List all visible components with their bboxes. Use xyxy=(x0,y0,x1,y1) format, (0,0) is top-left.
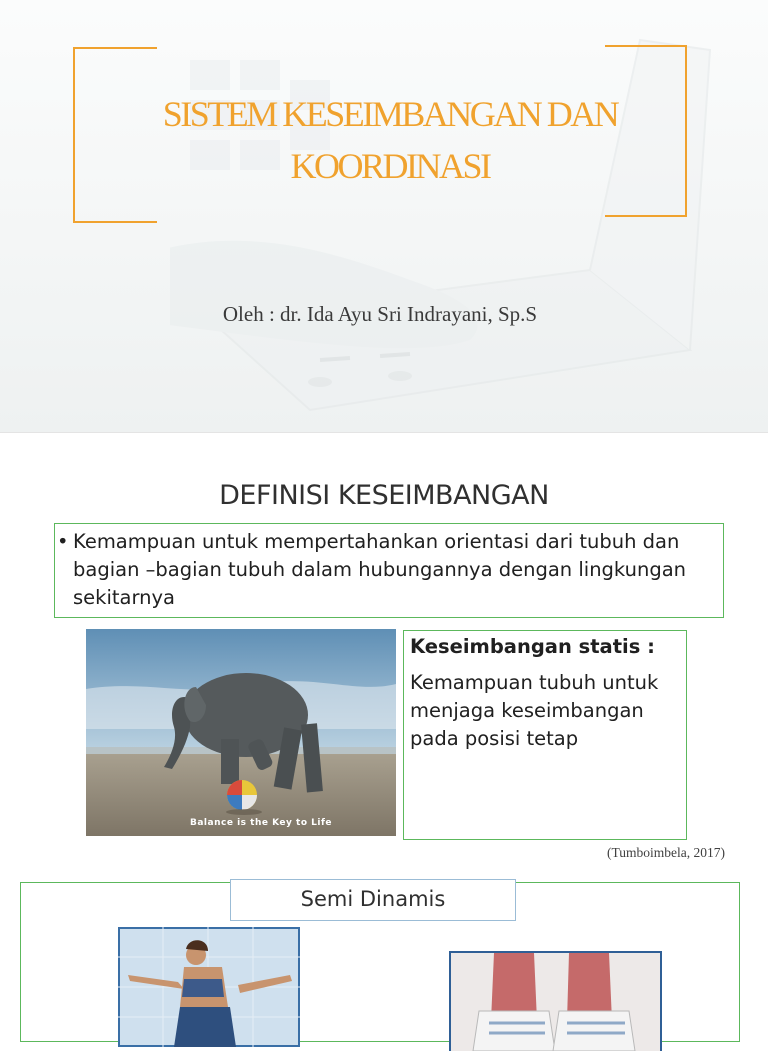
slide-title: SISTEM KESEIMBANGAN DAN KOORDINASI xyxy=(162,94,618,186)
elephant-balance-photo xyxy=(86,629,396,836)
definition-slide xyxy=(0,432,768,1025)
slide-heading: DEFINISI KESEIMBANGAN xyxy=(219,480,549,511)
feet-balance-photo xyxy=(449,951,662,1051)
title-slide xyxy=(0,0,768,432)
citation: (Tumboimbela, 2017) xyxy=(607,845,725,860)
semi-dynamic-label-box xyxy=(230,879,516,921)
woman-balance-photo xyxy=(118,927,300,1047)
static-balance-description: Kemampuan tubuh untuk menjaga keseimbangan pada posisi tetap xyxy=(410,671,659,750)
bullet-icon: • xyxy=(57,530,69,553)
definition-box xyxy=(54,523,724,618)
static-balance-title: Keseimbangan statis : xyxy=(410,635,655,658)
semi-dynamic-label: Semi Dinamis xyxy=(300,887,446,911)
definition-text: Kemampuan untuk mempertahankan orientasi dari tubuh dan bagian –bagian tubuh dalam hubungannya dengan lingkungan sekitarnya xyxy=(73,530,687,609)
image-caption: Balance is the Key to Life xyxy=(190,818,332,828)
static-balance-box xyxy=(403,630,687,840)
author-line: Oleh : dr. Ida Ayu Sri Indrayani, Sp.S xyxy=(222,302,538,326)
